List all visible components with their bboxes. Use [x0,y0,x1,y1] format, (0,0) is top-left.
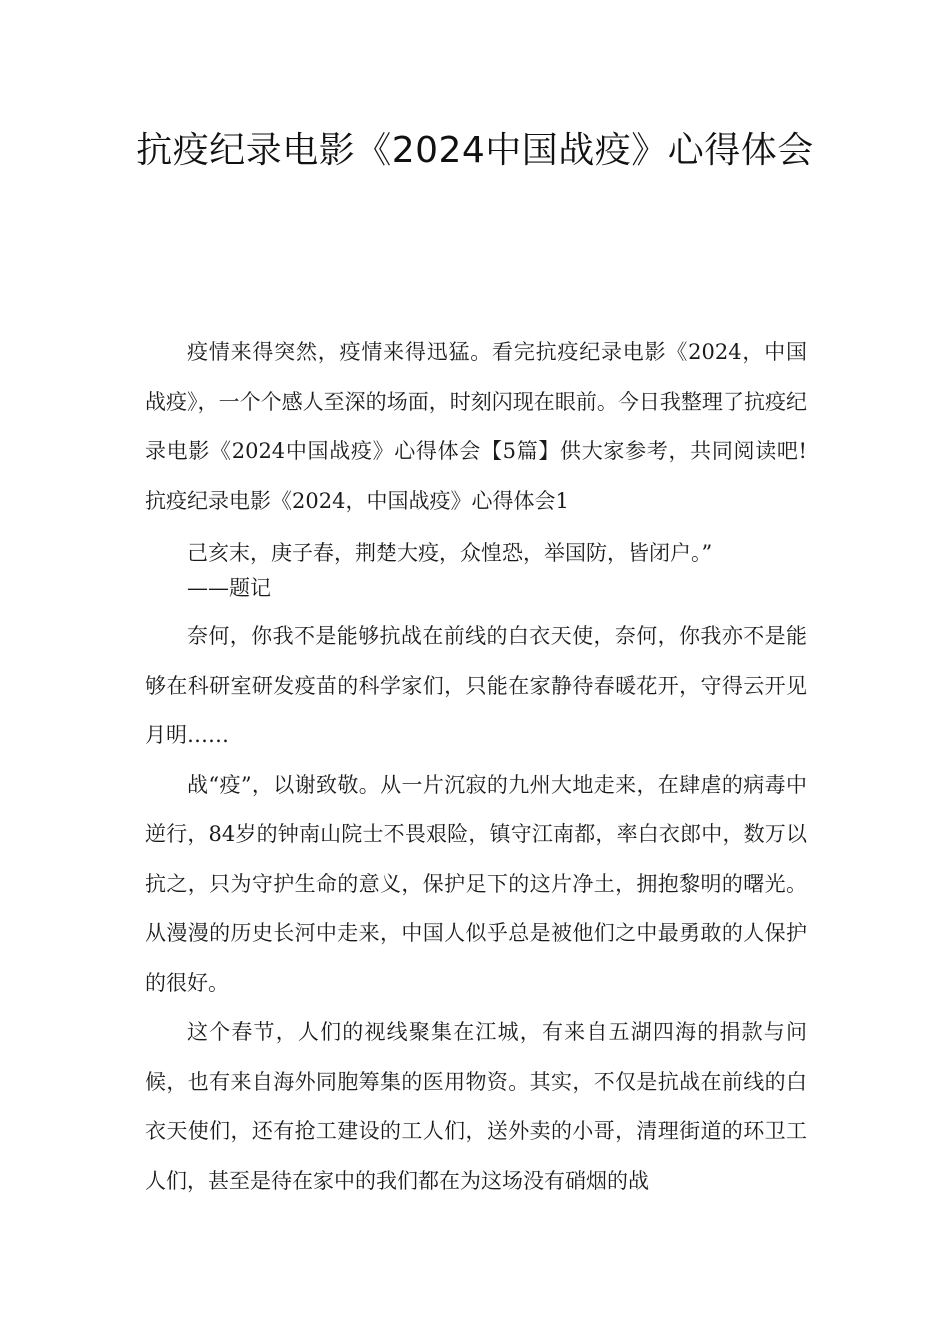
paragraph-intro: 疫情来得突然，疫情来得迅猛。看完抗疫纪录电影《2024，中国战疫》，一个个感人至深的场面，时刻闪现在眼前。今日我整理了抗疫纪录电影《2024中国战疫》心得体会【5篇】供大家参考，共同阅读吧!抗疫纪录电影《2024，中国战疫》心得体会1 [145,340,807,513]
document-title: 抗疫纪录电影《2024中国战疫》心得体会 [136,130,814,171]
paragraph-body: 战“疫”，以谢致敬。从一片沉寂的九州大地走来，在肆虐的病毒中逆行，84岁的钟南山院士不畏艰险，镇守江南都，率白衣郎中，数万以抗之，只为守护生命的意义，保护足下的这片净土，拥抱黎明的曙光。从漫漫的历史长河中走来，中国人似乎总是被他们之中最勇敢的人保护的很好。 [145,772,807,995]
paragraph-epigraph: 己亥末，庚子春，荆楚大疫，众惶恐，举国防，皆闭户。” [187,541,713,565]
paragraph-body: 这个春节，人们的视线聚集在江城，有来自五湖四海的捐款与问候，也有来自海外同胞筹集的医用物资。其实，不仅是抗战在前线的白衣天使们，还有抢工建设的工人们，送外卖的小哥，清理街道的环卫工人们，甚至是待在家中的我们都在为这场没有硝烟的战 [145,1020,807,1193]
document-body [145,328,807,1206]
paragraph-body: 奈何，你我不是能够抗战在前线的白衣天使，奈何，你我亦不是能够在科研室研发疫苗的科学家们，只能在家静待春暖花开，守得云开见月明…… [145,624,807,747]
paragraph-epigraph-attribution: ——题记 [187,576,271,600]
